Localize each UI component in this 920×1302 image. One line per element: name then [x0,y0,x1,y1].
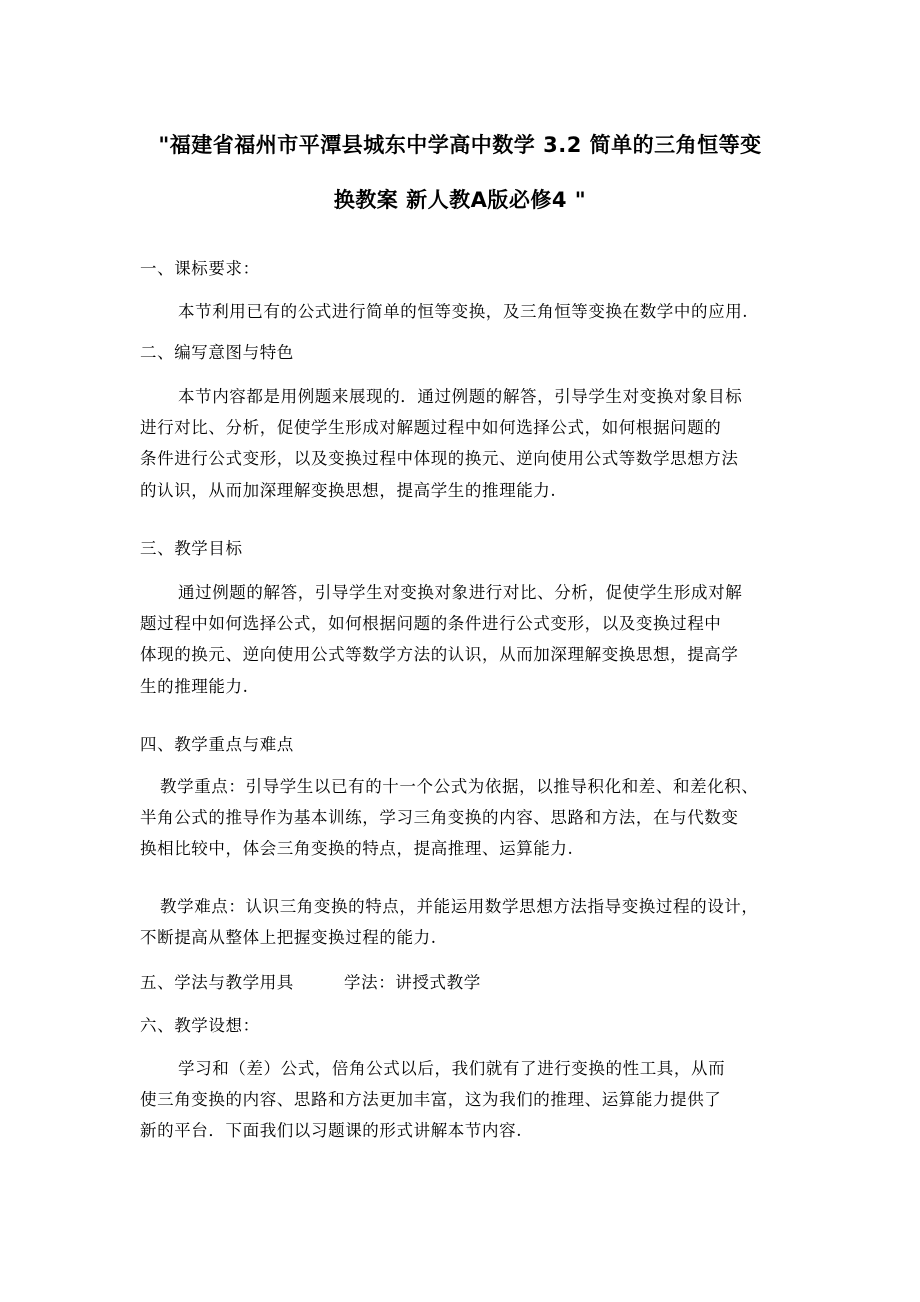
title-line-2: 换教案 新人教A版必修4 " [333,188,587,212]
text-line: 通过例题的解答，引导学生对变换对象进行对比、分析，促使学生形成对解 [178,583,743,602]
teaching-difficulty [140,891,790,953]
section-heading-3: 三、教学目标 [140,539,243,558]
title-line-1: "福建省福州市平潭县城东中学高中数学 3.2 简单的三角恒等变 [158,133,762,157]
text-line: 本节利用已有的公式进行简单的恒等变换，及三角恒等变换在数学中的应用. [178,302,749,321]
text-line: 学习和（差）公式，倍角公式以后，我们就有了进行变换的性工具，从而 [178,1059,726,1078]
text-line: 换相比较中，体会三角变换的特点，提高推理、运算能力. [140,839,574,859]
section-heading-6: 六、教学设想： [140,1016,260,1035]
text-line: 题过程中如何选择公式，如何根据问题的条件进行公式变形，以及变换过程中 [140,614,722,634]
text-line: 半角公式的推导作为基本训练，学习三角变换的内容、思路和方法，在与代数变 [140,808,739,828]
text-line: 的认识，从而加深理解变换思想，提高学生的推理能力. [140,480,557,500]
section-heading-1: 一、课标要求： [140,259,260,278]
section-heading-2: 二、编写意图与特色 [140,343,294,362]
section-3-body [140,577,790,702]
text-line: 新的平台．下面我们以习题课的形式讲解本节内容. [140,1121,523,1141]
document-title [100,118,820,228]
section-1-body [178,296,748,327]
text-line: 条件进行公式变形，以及变换过程中体现的换元、逆向使用公式等数学思想方法 [140,449,739,469]
text-line: 体现的换元、逆向使用公式等数学方法的认识，从而加深理解变换思想，提高学 [140,645,739,665]
text-line: 教学重点：引导学生以已有的十一个公式为依据，以推导积化和差、和差化积、 [160,777,759,796]
text-line: 进行对比、分析，促使学生形成对解题过程中如何选择公式，如何根据问题的 [140,418,722,438]
section-2-body [140,381,790,506]
section-heading-5: 五、学法与教学用具 [140,973,294,992]
text-line: 使三角变换的内容、思路和方法更加丰富，这为我们的推理、运算能力提供了 [140,1090,722,1110]
learning-method: 学法：讲授式教学 [344,973,481,992]
text-line: 生的推理能力. [140,676,249,696]
section-heading-4: 四、教学重点与难点 [140,735,294,754]
text-line: 本节内容都是用例题来展现的．通过例题的解答，引导学生对变换对象目标 [178,387,743,406]
section-6-body [140,1053,790,1147]
text-line: 教学难点：认识三角变换的特点，并能运用数学思想方法指导变换过程的设计， [160,897,759,916]
text-line: 不断提高从整体上把握变换过程的能力. [140,928,437,948]
teaching-focus [140,771,790,865]
